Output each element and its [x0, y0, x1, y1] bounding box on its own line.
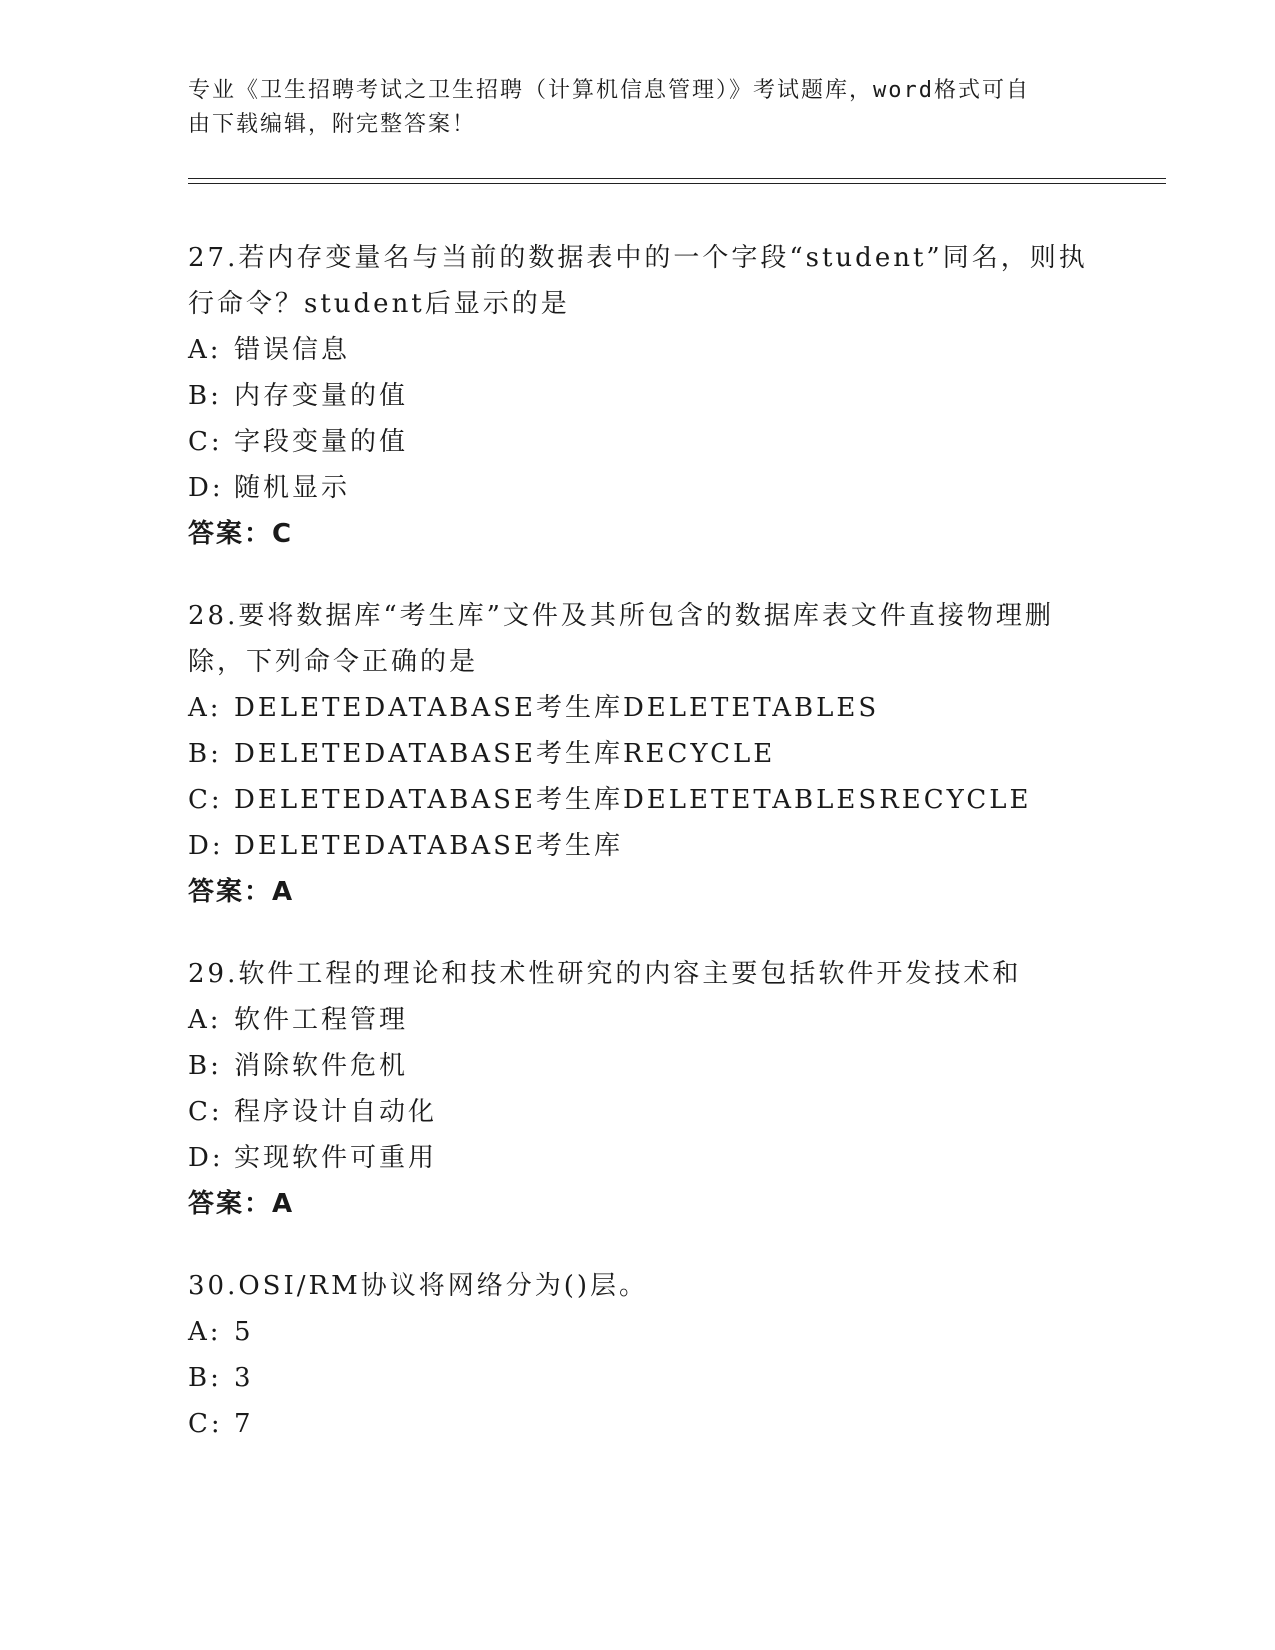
- option-d: [188, 465, 1088, 511]
- option-letter: B:: [188, 381, 222, 411]
- option-letter: B:: [188, 1363, 222, 1393]
- option-c: [188, 1089, 1088, 1135]
- option-letter: B:: [188, 1051, 222, 1081]
- option-text: 内存变量的值: [234, 381, 409, 411]
- question-stem: 30.OSI/RM协议将网络分为()层。: [188, 1271, 648, 1301]
- option-text: DELETEDATABASE考生库DELETETABLESRECYCLE: [234, 785, 1032, 815]
- answer-label: 答案：A: [188, 877, 295, 907]
- option-text: DELETEDATABASE考生库RECYCLE: [234, 739, 776, 769]
- header-divider-bottom: [188, 183, 1166, 184]
- option-b: [188, 373, 1088, 419]
- option-letter: C:: [188, 1097, 223, 1127]
- answer-label: 答案：C: [188, 519, 294, 549]
- option-b: [188, 1043, 1088, 1089]
- option-letter: A:: [188, 335, 222, 365]
- header-line-1: 专业《卫生招聘考试之卫生招聘（计算机信息管理）》考试题库，word格式可自: [188, 78, 1030, 103]
- question-list: [188, 235, 1088, 1483]
- option-c: [188, 419, 1088, 465]
- question-29: [188, 951, 1088, 1227]
- option-c: [188, 1401, 1088, 1447]
- option-letter: D:: [188, 473, 224, 503]
- option-text: 5: [234, 1317, 254, 1347]
- option-b: [188, 731, 1088, 777]
- option-letter: D:: [188, 831, 224, 861]
- option-text: 错误信息: [234, 335, 351, 365]
- option-text: DELETEDATABASE考生库DELETETABLES: [234, 693, 880, 723]
- option-letter: C:: [188, 785, 223, 815]
- document-header: [188, 74, 1068, 142]
- option-text: 3: [234, 1363, 254, 1393]
- option-text: 消除软件危机: [234, 1051, 409, 1081]
- option-c: [188, 777, 1088, 823]
- option-text: 软件工程管理: [234, 1005, 409, 1035]
- question-stem: 28.要将数据库“考生库”文件及其所包含的数据库表文件直接物理删除，下列命令正确的是: [188, 601, 1054, 677]
- question-stem: 29.软件工程的理论和技术性研究的内容主要包括软件开发技术和: [188, 959, 1022, 989]
- option-letter: A:: [188, 693, 222, 723]
- option-letter: C:: [188, 1409, 223, 1439]
- option-letter: A:: [188, 1005, 222, 1035]
- question-28: [188, 593, 1088, 915]
- option-letter: B:: [188, 739, 222, 769]
- header-line-2: 由下载编辑，附完整答案！: [188, 112, 477, 137]
- option-d: [188, 1135, 1088, 1181]
- option-letter: C:: [188, 427, 223, 457]
- option-letter: A:: [188, 1317, 222, 1347]
- option-text: 字段变量的值: [234, 427, 409, 457]
- option-a: [188, 327, 1088, 373]
- option-d: [188, 823, 1088, 869]
- question-30: [188, 1263, 1088, 1447]
- option-letter: D:: [188, 1143, 224, 1173]
- option-text: 程序设计自动化: [234, 1097, 438, 1127]
- option-text: 实现软件可重用: [234, 1143, 438, 1173]
- option-a: [188, 1309, 1088, 1355]
- option-text: 随机显示: [234, 473, 351, 503]
- question-stem: 27.若内存变量名与当前的数据表中的一个字段“student”同名，则执行命令？student后显示的是: [188, 243, 1088, 319]
- option-b: [188, 1355, 1088, 1401]
- answer-label: 答案：A: [188, 1189, 295, 1219]
- option-a: [188, 997, 1088, 1043]
- option-a: [188, 685, 1088, 731]
- option-text: 7: [234, 1409, 254, 1439]
- option-text: DELETEDATABASE考生库: [234, 831, 623, 861]
- header-divider-top: [188, 178, 1166, 179]
- question-27: [188, 235, 1088, 557]
